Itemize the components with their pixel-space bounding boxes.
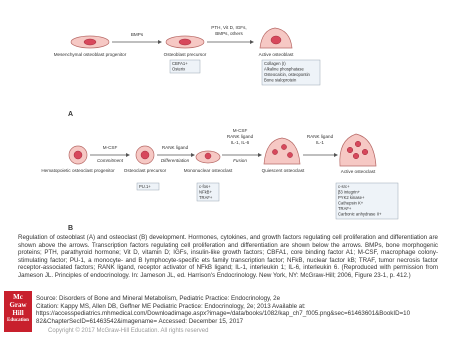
cbfa1-marker: CBFA1+ bbox=[172, 61, 188, 66]
mcsf-label-2: M-CSF bbox=[232, 128, 248, 133]
pyk2-marker: PYK2 kinase+ bbox=[338, 195, 365, 200]
panel-b-label: B bbox=[68, 225, 74, 230]
traf-marker-2: TRAF+ bbox=[338, 206, 352, 211]
panel-a bbox=[54, 25, 320, 118]
collagen-marker: Collagen (I) bbox=[264, 61, 286, 66]
active-nucleus-3 bbox=[362, 149, 368, 155]
cfos-marker: c-fos+ bbox=[199, 184, 211, 189]
hematopoietic-progenitor-nucleus bbox=[74, 151, 82, 159]
logo-line-2: Graw bbox=[9, 301, 27, 309]
rank-ligand-label-2: RANK ligand bbox=[226, 134, 254, 139]
source-line: Source: Disorders of Bone and Mineral Metabolism, Pediatric Practice: Endocrinology, 2e bbox=[36, 295, 281, 302]
osteoblast-precursor-nucleus bbox=[179, 39, 191, 45]
active-osteoblast-label: Active osteoblast bbox=[258, 52, 294, 57]
logo-line-4: Education bbox=[7, 318, 29, 323]
bone-sialoprotein-marker: Bone sialoprotein bbox=[264, 77, 297, 83]
osteoclast-precursor-nucleus bbox=[141, 151, 149, 159]
quiescent-nucleus-2 bbox=[281, 144, 286, 149]
osteoblast-precursor-label: Osteoblast precursor bbox=[163, 52, 207, 57]
quiescent-osteoclast-cell bbox=[264, 138, 300, 164]
panel-b bbox=[41, 128, 398, 230]
osteocalcin-marker: Osteocalcin, osteopontin bbox=[264, 72, 310, 77]
b3-integrin-marker: β3 integrin+ bbox=[338, 189, 361, 195]
panel-b-arrow-3-head bbox=[258, 153, 262, 157]
fusion-label: Fusion bbox=[233, 158, 247, 163]
quiescent-nucleus-3 bbox=[287, 152, 292, 157]
quiescent-label: Quiescent osteoclast bbox=[261, 168, 305, 173]
osterix-marker: Osterix bbox=[172, 66, 186, 72]
rank-ligand-label-1: RANK ligand bbox=[161, 145, 189, 150]
active-nucleus-4 bbox=[353, 153, 359, 159]
pth-vitd-igfs-label: PTH, Vit D, IGFs, bbox=[211, 25, 247, 30]
mononuclear-label: Mononuclear osteoclast bbox=[183, 168, 233, 173]
panel-a-arrow-2-head bbox=[250, 40, 254, 44]
logo-line-1: Mc bbox=[13, 293, 23, 301]
bmps-others-label: BMPs, others bbox=[215, 31, 243, 36]
differentiation-label: Differentiation bbox=[160, 158, 190, 163]
commitment-label: Commitment bbox=[96, 158, 124, 163]
figure-caption: Regulation of osteoblast (A) and osteoclast (B) development. Hormones, cytokines, and growth factors regulating cell proliferation and differentiation are shown above the arrows. Transcription factors regulating cell proliferation and differentiation are shown below the arrows. BMPs, bone morphogenic proteins; PTH, parathyroid hormone; Vit D, vitamin D; IGFs, insulin-like growth factors; CBFA1, core binding factor A1; M-CSF, macrophage colony-stimulating factor; PU-1, a monocyte- and B lymphocyte-specific ets family transcription factor; NFkB, nuclear factor kB; TRAF, tumor necrosis factor receptor-associated factors; RANK ligand, receptor activator of NFkB ligand; IL-1, interleukin 1; IL-6, interleukin 6. (Reproduced with permission from Jameson JL. Principles of endocrinology. In: Jameson JL, ed. Harrison's Endocrinology. New York, NY: McGraw-Hill; 2006, Figure 23-1, p. 412.) bbox=[18, 234, 438, 279]
active-osteoblast-nucleus bbox=[271, 36, 281, 44]
citation-line: Citation: Kappy MS, Allen DB, Geffner ME Pediatric Practice: Endocrinology, 2e; 2013 Available at: bbox=[36, 302, 306, 310]
active-nucleus-2 bbox=[355, 141, 361, 147]
nfkb-marker: NFkB+ bbox=[199, 189, 212, 195]
mcgraw-hill-logo bbox=[4, 291, 32, 332]
mesenchymal-progenitor-label-1: Mesenchymal osteoblast progenitor bbox=[53, 52, 127, 57]
mesenchymal-progenitor-nucleus bbox=[84, 39, 96, 45]
citation-url-line-2: 82&ChapterSecID=61463542&imagename= Accessed: December 15, 2017 bbox=[36, 317, 244, 325]
pu1-marker: PU.1+ bbox=[139, 184, 151, 189]
panel-b-arrow-2-head bbox=[191, 153, 195, 157]
bmps-label: BMPs bbox=[130, 32, 144, 37]
citation-url-line-1[interactable]: https://accesspediatrics.mhmedical.com/Downloadimage.aspx?image=/data/books/1082/kap_ch7_f005.png&sec=61463601&BookID=10 bbox=[36, 310, 411, 318]
il1-label: IL-1 bbox=[316, 140, 324, 145]
logo-line-3: Hill bbox=[12, 309, 24, 317]
active-osteoclast-label: Active osteoclast bbox=[340, 169, 376, 174]
il1-il6-label: IL-1, IL-6 bbox=[230, 140, 250, 145]
active-nucleus-1 bbox=[347, 147, 353, 153]
osteoclast-precursor-label: Osteoclast precursor bbox=[123, 168, 167, 173]
mcsf-label: M-CSF bbox=[102, 145, 118, 150]
panel-a-arrow-1-head bbox=[158, 40, 162, 44]
rank-ligand-label-3: RANK ligand bbox=[306, 134, 334, 139]
quiescent-nucleus-1 bbox=[272, 149, 277, 154]
panel-b-arrow-4-head bbox=[334, 153, 338, 157]
cathepsin-k-marker: Cathepsin K+ bbox=[338, 200, 364, 206]
source-citation bbox=[36, 295, 436, 325]
alkaline-phosphatase-marker: Alkaline phosphatase bbox=[264, 66, 304, 72]
mononuclear-osteoclast-nucleus bbox=[205, 153, 211, 159]
active-osteoclast-cell bbox=[340, 134, 376, 166]
traf-marker-1: TRAF+ bbox=[199, 195, 213, 200]
carbonic-anhydrase-marker: Carbonic anhydrase II+ bbox=[338, 211, 382, 217]
panel-a-label: A bbox=[68, 111, 74, 118]
csrc-marker: c-src+ bbox=[338, 184, 350, 189]
hematopoietic-label: Hematopoietic osteoclast progenitor bbox=[41, 168, 115, 173]
panel-b-arrow-1-head bbox=[126, 153, 130, 157]
copyright-notice: Copyright © 2017 McGraw-Hill Education. All rights reserved bbox=[48, 328, 209, 334]
